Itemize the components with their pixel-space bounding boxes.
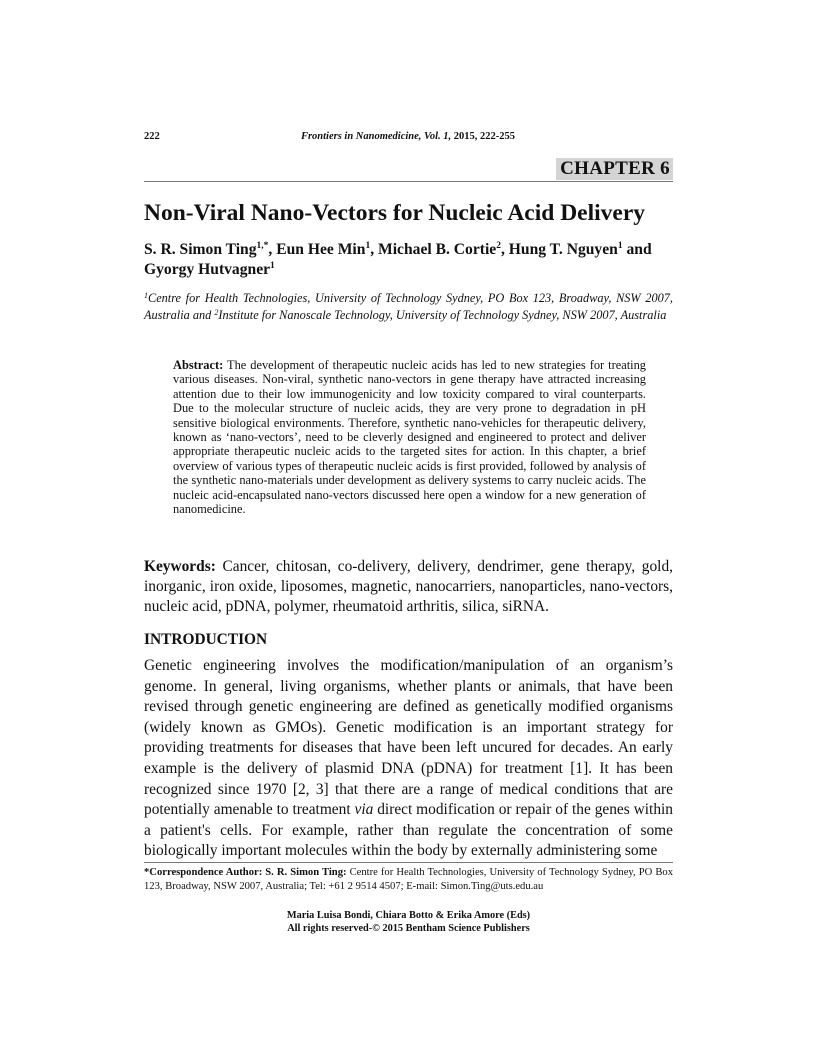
keywords bbox=[144, 557, 673, 617]
author: Gyorgy Hutvagner$^1$ bbox=[144, 261, 275, 278]
editors-line: Maria Luisa Bondi, Chiara Botto & Erika Amore (Eds) bbox=[286, 910, 531, 921]
section-heading-introduction: INTRODUCTION bbox=[144, 631, 268, 648]
author: Hung T. Nguyen$^1$ bbox=[508, 241, 623, 258]
author: Michael B. Cortie$^2$ bbox=[378, 241, 501, 258]
author-affiliation-marker: 1,* bbox=[256, 241, 269, 251]
author-list: S. R. Simon Ting$^{1,*}$, Eun Hee Min$^1$, Michael B. Cortie$^2$, Hung T. Nguyen$^1$ and Gyorgy Hutvagner$^1$ bbox=[144, 241, 652, 278]
journal-citation bbox=[144, 131, 672, 142]
article-title: Non-Viral Nano-Vectors for Nucleic Acid Delivery bbox=[144, 200, 646, 226]
publisher-info bbox=[144, 909, 673, 935]
introduction-paragraph: Genetic engineering involves the modification/manipulation of an organism’s genome. In general, living organisms, whether plants or animals, that have been revised through genetic engineering are defined as genetically modified organisms (widely known as GMOs). Genetic modification is an important strategy for providing treatments for diseases that have been left uncured for decades. An early example is the delivery of plasmid DNA (pDNA) for treatment [1]. It has been recognized since 1970 [2, 3] that there are a range of medical conditions that are potentially amenable to treatment via direct modification or repair of the genes within a patient's cells. For example, rather than regulate the concentration of some biologically important molecules within the body by externally administering some bbox=[144, 657, 673, 860]
correspondence-label: *Correspondence Author: S. R. Simon Ting: bbox=[144, 867, 347, 878]
author: S. R. Simon Ting$^{1,*}$ bbox=[144, 241, 269, 258]
author-affiliation-marker: 1 bbox=[365, 241, 371, 251]
page-number: 222 bbox=[144, 131, 160, 142]
keywords-text: Cancer, chitosan, co-delivery, delivery, dendrimer, gene therapy, gold, inorganic, iron oxide, liposomes, magnetic, nanocarriers, nanoparticles, nano-vectors, nucleic acid, pDNA, polymer, rheumatoid arthritis, silica, siRNA. bbox=[144, 558, 673, 615]
affiliations: $^1$Centre for Health Technologies, University of Technology Sydney, PO Box 123, Broadway, NSW 2007, Australia and $^2$Institute for Nanoscale Technology, University of Technology Sydney, NSW 2007, Australia bbox=[144, 291, 673, 322]
correspondence-footnote bbox=[144, 866, 673, 894]
header-divider bbox=[144, 181, 673, 182]
author-affiliation-marker: 1 bbox=[270, 261, 275, 271]
copyright-line: All rights reserved-© 2015 Bentham Science Publishers bbox=[287, 923, 530, 935]
author-affiliation-marker: 1 bbox=[617, 241, 623, 251]
abstract bbox=[173, 358, 646, 516]
keywords-label: Keywords: bbox=[144, 558, 216, 575]
abstract-label: Abstract: bbox=[173, 358, 224, 372]
journal-name: Frontiers in Nanomedicine, Vol. 1, bbox=[300, 131, 452, 142]
footnote-divider bbox=[144, 862, 673, 863]
abstract-text: The development of therapeutic nucleic acids has led to new strategies for treating various diseases. Non-viral, synthetic nano-vectors in gene therapy have attracted increasing attention due to their low immunogenicity and low toxicity compared to viral counterparts. Due to the molecular structure of nucleic acids, they are very prone to degradation in pH sensitive biological environments. Therefore, synthetic nano-vehicles for therapeutic delivery, known as ‘nano-vectors’, need to be cleverly designed and engineered to protect and deliver appropriate therapeutic nucleic acids to the targeted sites for action. In this chapter, a brief overview of various types of therapeutic nucleic acids is first provided, followed by analysis of the synthetic nano-materials under development as delivery systems to carry nucleic acids. The nucleic acid-encapsulated nano-vectors discussed here open a window for a new generation of nanomedicine. bbox=[173, 358, 646, 517]
running-header bbox=[144, 131, 672, 145]
author-affiliation-marker: 2 bbox=[496, 241, 501, 251]
author: Eun Hee Min$^1$ bbox=[276, 241, 371, 258]
journal-year-pages: 2015, 222-255 bbox=[451, 131, 516, 142]
chapter-label: CHAPTER 6 bbox=[556, 158, 673, 180]
correspondence-text: Centre for Health Technologies, University of Technology Sydney, PO Box 123, Broadway, NSW 2007, Australia; Tel: +61 2 9514 4507; E-mail: Simon.Ting@uts.edu.au bbox=[144, 867, 673, 892]
